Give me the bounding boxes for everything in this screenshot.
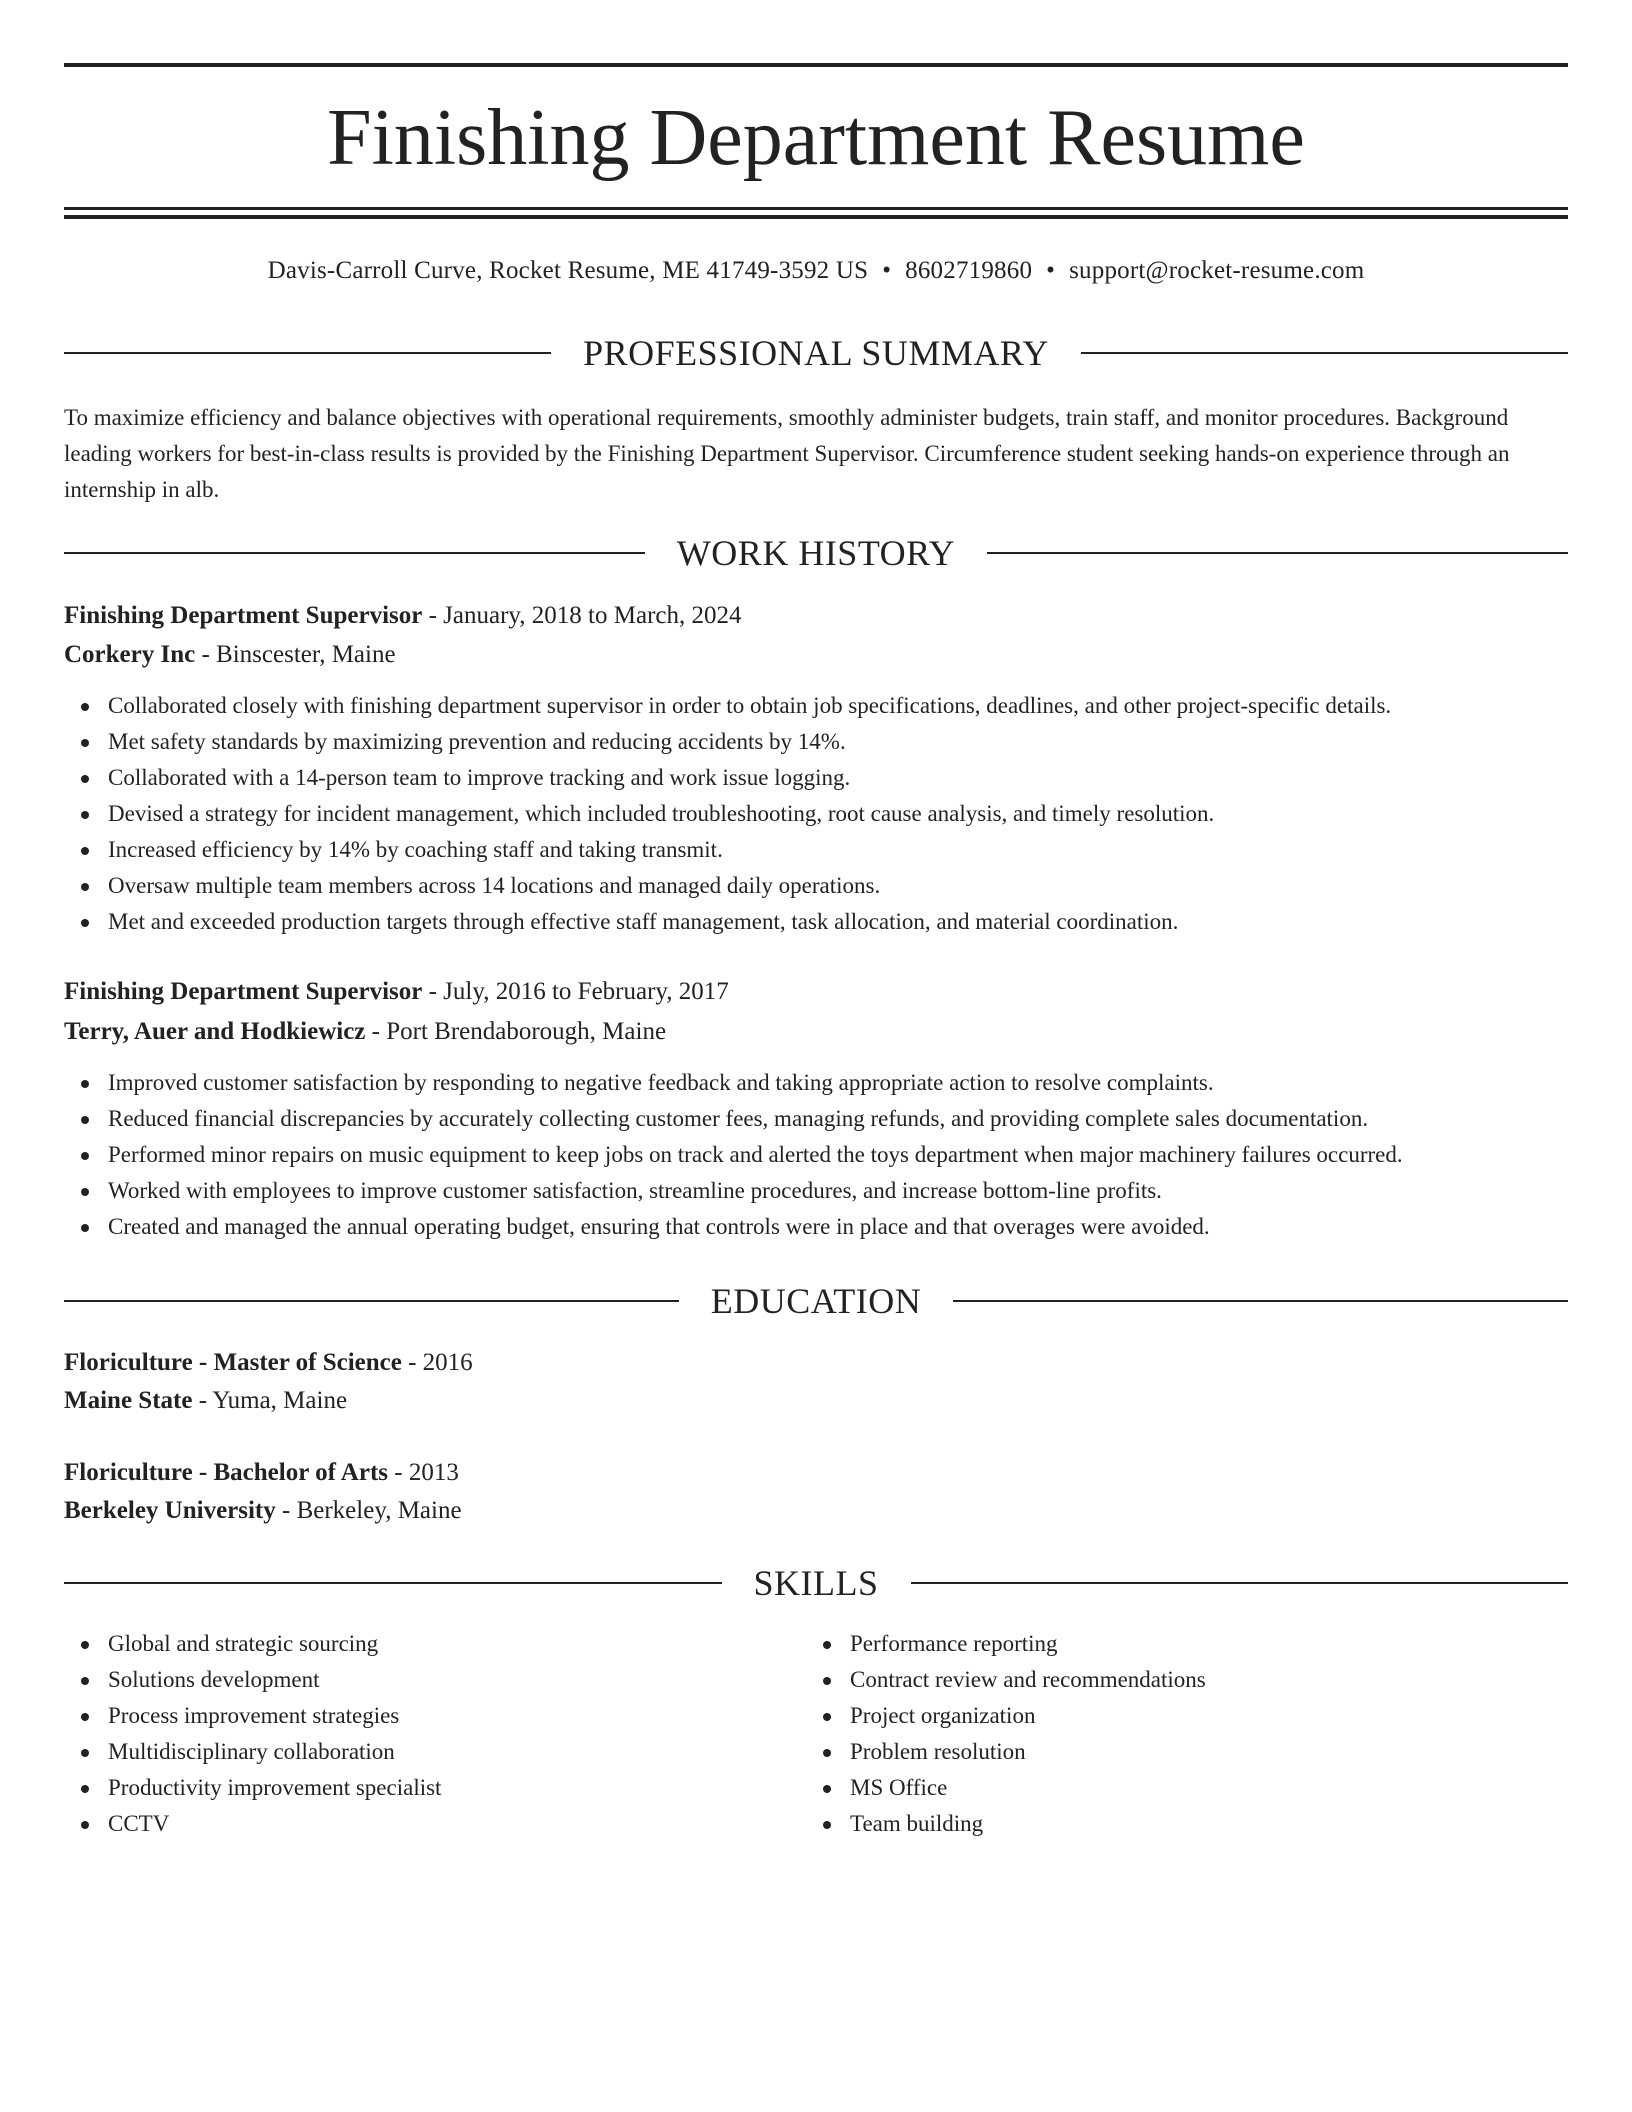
job-company: Terry, Auer and Hodkiewicz bbox=[64, 1018, 366, 1045]
list-item: Performed minor repairs on music equipment to keep jobs on track and alerted the toys department when major machinery failures occurred. bbox=[64, 1137, 1568, 1173]
skill-item: MS Office bbox=[806, 1770, 1506, 1806]
skill-item: Process improvement strategies bbox=[64, 1698, 764, 1734]
heading-rule bbox=[1081, 352, 1568, 354]
education-year: - 2013 bbox=[388, 1459, 459, 1486]
section-heading-work-history bbox=[64, 531, 1568, 575]
heading-rule bbox=[64, 552, 645, 554]
heading-rule bbox=[64, 1582, 722, 1584]
title-rule-upper bbox=[64, 207, 1568, 210]
heading-rule bbox=[64, 1300, 679, 1302]
skills-list-right bbox=[806, 1626, 1506, 1842]
education-school-line bbox=[64, 1493, 1568, 1529]
job-location: - Binscester, Maine bbox=[195, 641, 396, 668]
skills-list-left bbox=[64, 1626, 764, 1842]
list-item: Improved customer satisfaction by responding to negative feedback and taking appropriate action to resolve complaints. bbox=[64, 1065, 1568, 1101]
job-title: Finishing Department Supervisor bbox=[64, 978, 423, 1005]
resume-title: Finishing Department Resume bbox=[327, 94, 1305, 182]
education-location: - Yuma, Maine bbox=[192, 1387, 348, 1414]
education-location: - Berkeley, Maine bbox=[275, 1497, 462, 1524]
heading-rule bbox=[987, 552, 1568, 554]
skill-item: Contract review and recommendations bbox=[806, 1662, 1506, 1698]
section-title: PROFESSIONAL SUMMARY bbox=[583, 333, 1049, 373]
contact-line bbox=[64, 253, 1568, 289]
section-title: WORK HISTORY bbox=[676, 533, 956, 573]
list-item: Increased efficiency by 14% by coaching staff and taking transmit. bbox=[64, 832, 1568, 868]
job-title-line bbox=[64, 598, 1568, 634]
job-dates: - January, 2018 to March, 2024 bbox=[422, 602, 742, 629]
skill-item: Multidisciplinary collaboration bbox=[64, 1734, 764, 1770]
heading-rule bbox=[64, 352, 551, 354]
list-item: Reduced financial discrepancies by accurately collecting customer fees, managing refunds, and providing complete sales documentation. bbox=[64, 1101, 1568, 1137]
list-item: Oversaw multiple team members across 14 locations and managed daily operations. bbox=[64, 868, 1568, 904]
job-bullets bbox=[64, 1065, 1568, 1245]
skill-item: Solutions development bbox=[64, 1662, 764, 1698]
section-title: SKILLS bbox=[753, 1563, 879, 1603]
title-rule-lower bbox=[64, 215, 1568, 219]
list-item: Created and managed the annual operating budget, ensuring that controls were in place and that overages were avoided. bbox=[64, 1209, 1568, 1245]
skill-item: CCTV bbox=[64, 1806, 764, 1842]
skill-item: Global and strategic sourcing bbox=[64, 1626, 764, 1662]
section-heading-summary bbox=[64, 331, 1568, 375]
list-item: Collaborated closely with finishing department supervisor in order to obtain job specifications, deadlines, and other project-specific details. bbox=[64, 688, 1568, 724]
job-dates: - July, 2016 to February, 2017 bbox=[422, 978, 729, 1005]
education-degree-line bbox=[64, 1455, 1568, 1491]
contact-address: Davis-Carroll Curve, Rocket Resume, ME 41749-3592 US bbox=[267, 257, 869, 284]
job-company-line bbox=[64, 637, 1568, 673]
skill-item: Performance reporting bbox=[806, 1626, 1506, 1662]
heading-rule bbox=[953, 1300, 1568, 1302]
list-item: Collaborated with a 14-person team to improve tracking and work issue logging. bbox=[64, 760, 1568, 796]
contact-separator: • bbox=[882, 257, 892, 284]
job-location: - Port Brendaborough, Maine bbox=[365, 1018, 667, 1045]
education-degree: Floriculture - Master of Science bbox=[64, 1349, 402, 1376]
education-year: - 2016 bbox=[401, 1349, 473, 1376]
skill-item: Productivity improvement specialist bbox=[64, 1770, 764, 1806]
skill-item: Team building bbox=[806, 1806, 1506, 1842]
contact-separator: • bbox=[1046, 257, 1056, 284]
skill-item: Problem resolution bbox=[806, 1734, 1506, 1770]
section-title: EDUCATION bbox=[710, 1281, 922, 1321]
list-item: Met safety standards by maximizing prevention and reducing accidents by 14%. bbox=[64, 724, 1568, 760]
skill-item: Project organization bbox=[806, 1698, 1506, 1734]
job-title-line bbox=[64, 974, 1568, 1010]
summary-text: To maximize efficiency and balance objectives with operational requirements, smoothly administer budgets, train staff, and monitor procedures. Background leading workers for best-in-class results is provided by the Finishing Department Supervisor. Circumference student seeking hands-on experience through an internship in alb. bbox=[64, 405, 1510, 502]
education-school: Maine State bbox=[64, 1387, 193, 1414]
section-heading-skills bbox=[64, 1561, 1568, 1605]
job-company: Corkery Inc bbox=[64, 641, 196, 668]
job-bullets bbox=[64, 688, 1568, 940]
contact-email: support@rocket-resume.com bbox=[1069, 257, 1365, 284]
education-degree-line bbox=[64, 1345, 1568, 1381]
list-item: Worked with employees to improve customer satisfaction, streamline procedures, and increase bottom-line profits. bbox=[64, 1173, 1568, 1209]
education-school: Berkeley University bbox=[64, 1497, 276, 1524]
top-rule bbox=[64, 63, 1568, 67]
job-title: Finishing Department Supervisor bbox=[64, 602, 423, 629]
heading-rule bbox=[911, 1582, 1569, 1584]
section-heading-education bbox=[64, 1279, 1568, 1323]
list-item: Devised a strategy for incident management, which included troubleshooting, root cause analysis, and timely resolution. bbox=[64, 796, 1568, 832]
list-item: Met and exceeded production targets through effective staff management, task allocation, and material coordination. bbox=[64, 904, 1568, 940]
job-company-line bbox=[64, 1014, 1568, 1050]
education-school-line bbox=[64, 1383, 1568, 1419]
education-degree: Floriculture - Bachelor of Arts bbox=[64, 1459, 389, 1486]
contact-phone: 8602719860 bbox=[905, 257, 1033, 284]
